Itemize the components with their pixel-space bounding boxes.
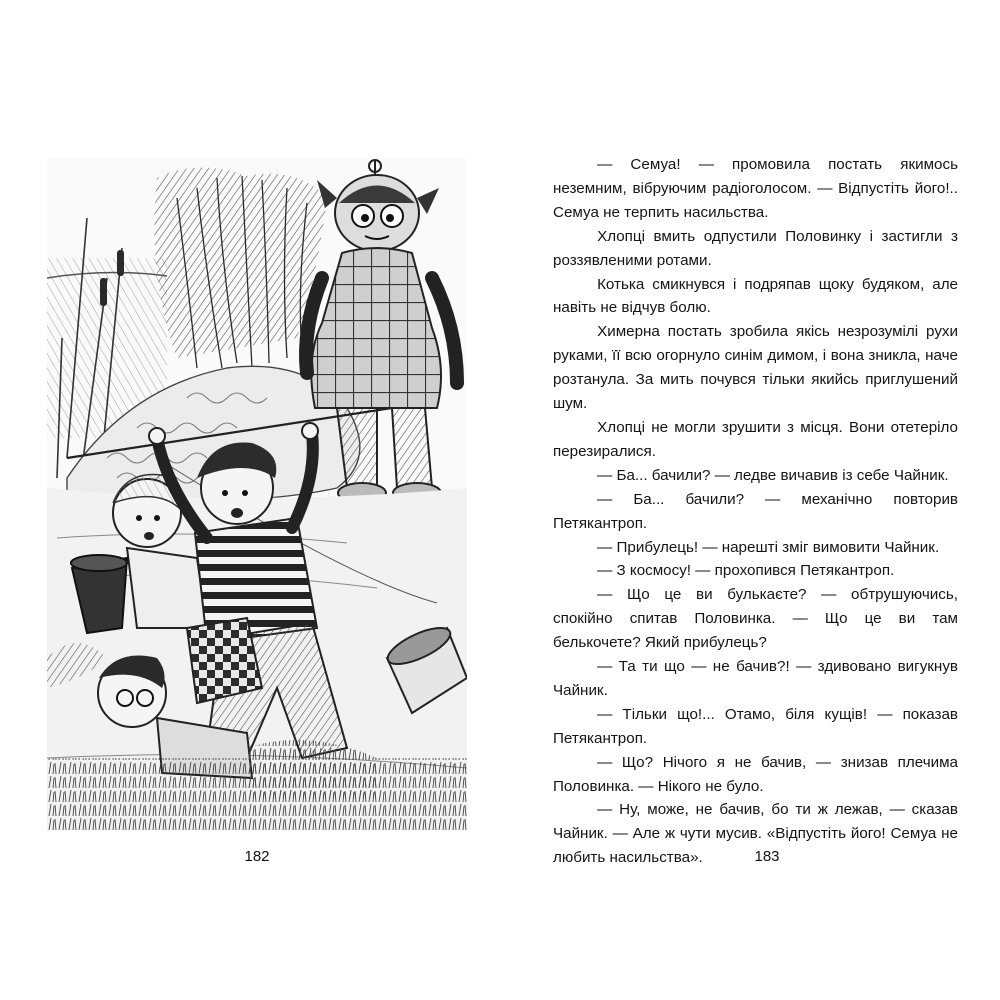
body-text — [553, 153, 958, 870]
paragraph: Хлопці не могли зрушити з місця. Вони отетеріло перезиралися. — [553, 418, 958, 460]
paragraph: — Прибулець! — нарешті зміг вимовити Чайник. — [597, 538, 940, 556]
paragraph: Хлопці вмить одпустили Половинку і застигли з роззявленими ротами. — [553, 227, 958, 269]
paragraph: — Семуа! — промовила постать якимось неземним, вібруючим радіоголосом. — Відпустіть його!.. Семуа не терпить насильства. — [553, 156, 958, 221]
right-page — [500, 0, 1000, 1000]
page-number-right: 183 — [754, 848, 780, 865]
paragraph: — Ба... бачили? — ледве вичавив із себе Чайник. — [597, 466, 949, 484]
paragraph: — Що? Нічого я не бачив, — знизав плечима Половинка. — Нікого не було. — [553, 753, 958, 795]
paragraph: — Ба... бачили? — механічно повторив Петякантроп. — [553, 490, 958, 532]
paragraph: — З космосу! — прохопився Петякантроп. — [597, 562, 895, 580]
paragraph: — Що це ви булькаєте? — обтрушуючись, спокійно спитав Половинка. — Що це ви там белькочете? Який прибулець? — [553, 586, 958, 652]
paragraph: — Та ти що — не бачив?! — здивовано вигукнув Чайник. — [553, 658, 958, 699]
paragraph: — Ну, може, не бачив, бо ти ж лежав, — сказав Чайник. — Але ж чути мусив. «Відпустіть його! Семуа не любить насильства». — [553, 801, 958, 867]
paragraph: — Тільки що!... Отамо, біля кущів! — показав Петякантроп. — [553, 705, 958, 747]
illustration-drawing — [47, 158, 467, 830]
paragraph: Котька смикнувся і подряпав щоку будяком, але навіть не відчув болю. — [553, 275, 958, 317]
paragraph: Химерна постать зробила якісь незрозумілі рухи руками, її всю огорнуло синім димом, і вона зникла, наче розтанула. За мить почувся тільки якийсь приглушений шум. — [553, 323, 958, 413]
page-number-left: 182 — [244, 848, 270, 865]
pencil-illustration — [47, 158, 467, 830]
